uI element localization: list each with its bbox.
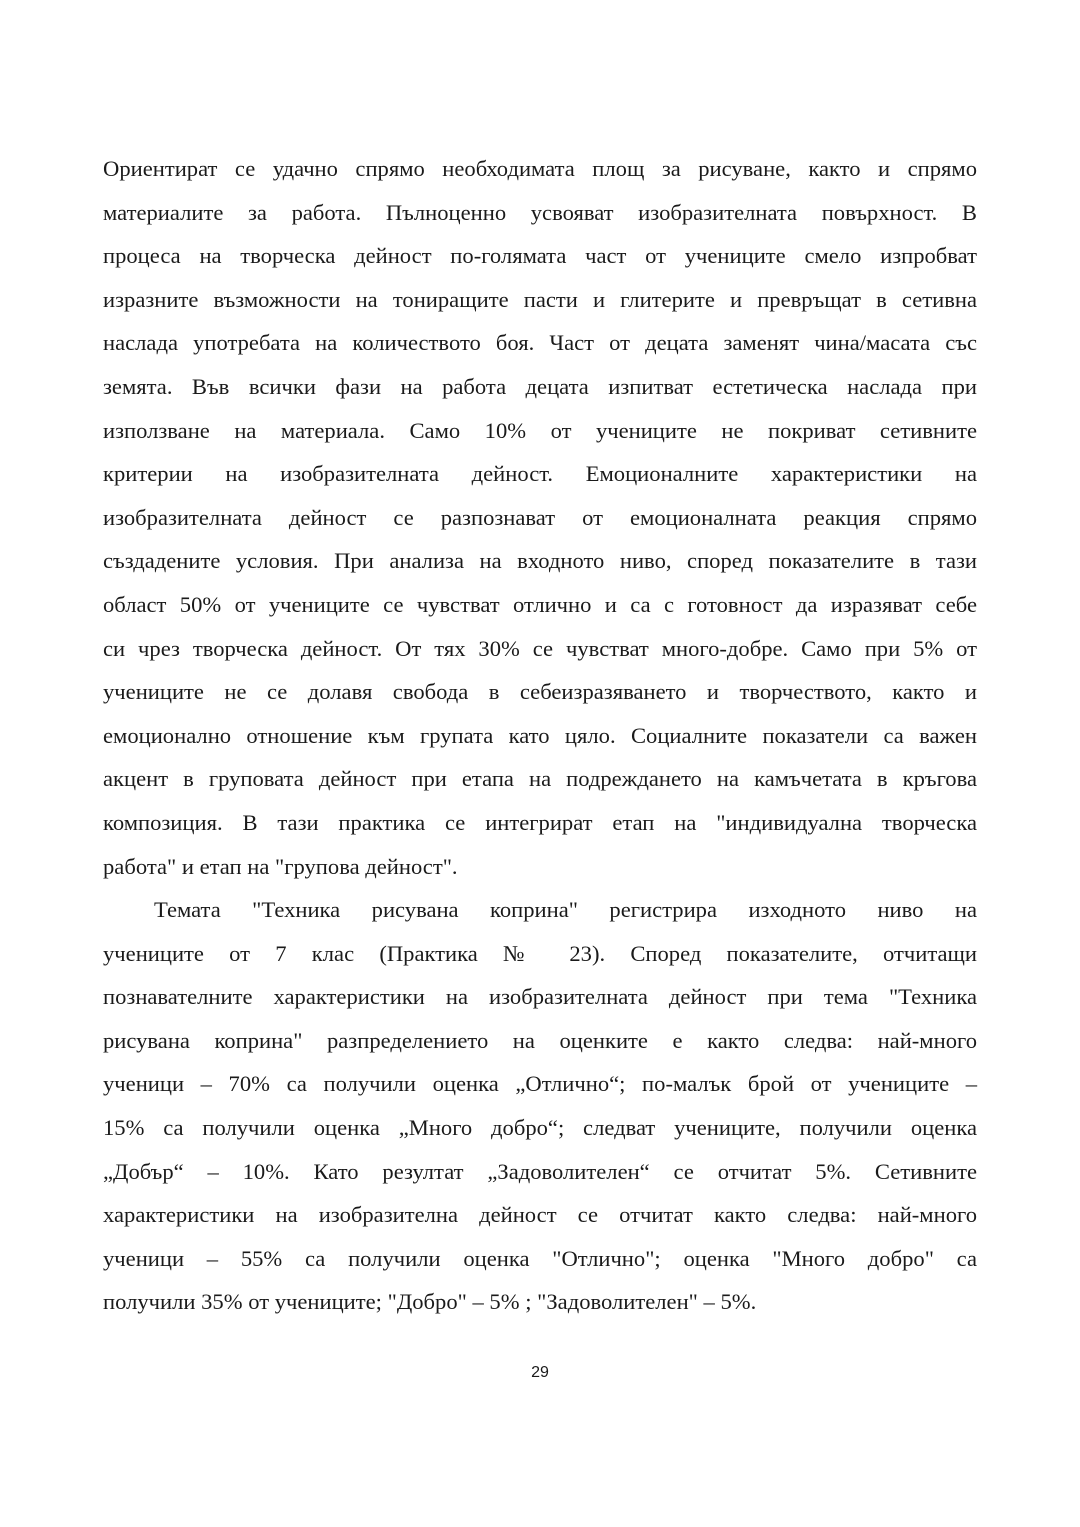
text-line: Ориентират се удачно спрямо необходимата площ за рисуване, както и спрямо (103, 156, 977, 181)
text-line: Темата "Техника рисувана коприна" регистрира изходното ниво на (154, 897, 977, 923)
paragraph-2 (103, 888, 977, 1324)
text-line: акцент в груповата дейност при етапа на подреждането на камъчетата в кръгова (103, 766, 977, 792)
text-line: 15% са получили оценка „Много добро“; следват учениците, получили оценка (103, 1115, 977, 1141)
paragraph-1 (103, 147, 977, 888)
text-line: област 50% от учениците се чувстват отлично и са с готовност да изразяват себе (103, 591, 977, 617)
text-line: ученици – 55% са получили оценка "Отлично"; оценка "Много добро" са (103, 1245, 977, 1271)
text-line: критерии на изобразителната дейност. Емоционалните характеристики на (103, 461, 977, 487)
text-line: ученици – 70% са получили оценка „Отлично“; по-малък брой от учениците – (103, 1071, 977, 1097)
text-line: процеса на творческа дейност по-голямата част от учениците смело изпробват (103, 243, 977, 269)
text-line: учениците от 7 клас (Практика № 23). Според показателите, отчитащи (103, 940, 977, 966)
text-line: си чрез творческа дейност. От тях 30% се чувстват много-добре. Само при 5% от (103, 635, 977, 661)
text-line: работа" и етап на "групова дейност". (103, 853, 458, 879)
text-line: използване на материала. Само 10% от учениците не покриват сетивните (103, 417, 977, 443)
body-text (103, 147, 977, 1324)
text-line: наслада употребата на количеството боя. Част от децата заменят чина/масата със (103, 330, 977, 356)
text-line: характеристики на изобразителна дейност се отчитат както следва: най-много (103, 1202, 977, 1228)
text-line: композиция. В тази практика се интегрират етап на "индивидуална творческа (103, 809, 977, 835)
text-line: учениците не се долавя свобода в себеизразяването и творчеството, както и (103, 679, 977, 705)
text-line: материалите за работа. Пълноценно усвояват изобразителната повърхност. В (103, 199, 977, 225)
text-line: рисувана коприна" разпределението на оценките е както следва: най-много (103, 1027, 977, 1053)
text-line: създадените условия. При анализа на входното ниво, според показателите в тази (103, 548, 977, 574)
text-line: „Добър“ – 10%. Като резултат „Задоволителен“ се отчитат 5%. Сетивните (103, 1158, 977, 1184)
text-line: емоционално отношение към групата като цяло. Социалните показатели са важен (103, 722, 977, 748)
text-line: получили 35% от учениците; "Добро" – 5% ; "Задоволителен" – 5%. (103, 1289, 757, 1315)
text-line: земята. Във всички фази на работа децата изпитват естетическа наслада при (103, 373, 977, 399)
text-line: познавателните характеристики на изобразителната дейност при тема "Техника (103, 984, 977, 1010)
page-number: 29 (531, 1364, 549, 1381)
text-line: изобразителната дейност се разпознават от емоционалната реакция спрямо (103, 504, 977, 530)
text-line: изразните възможности на тониращите пасти и глитерите и превръщат в сетивна (103, 286, 977, 312)
